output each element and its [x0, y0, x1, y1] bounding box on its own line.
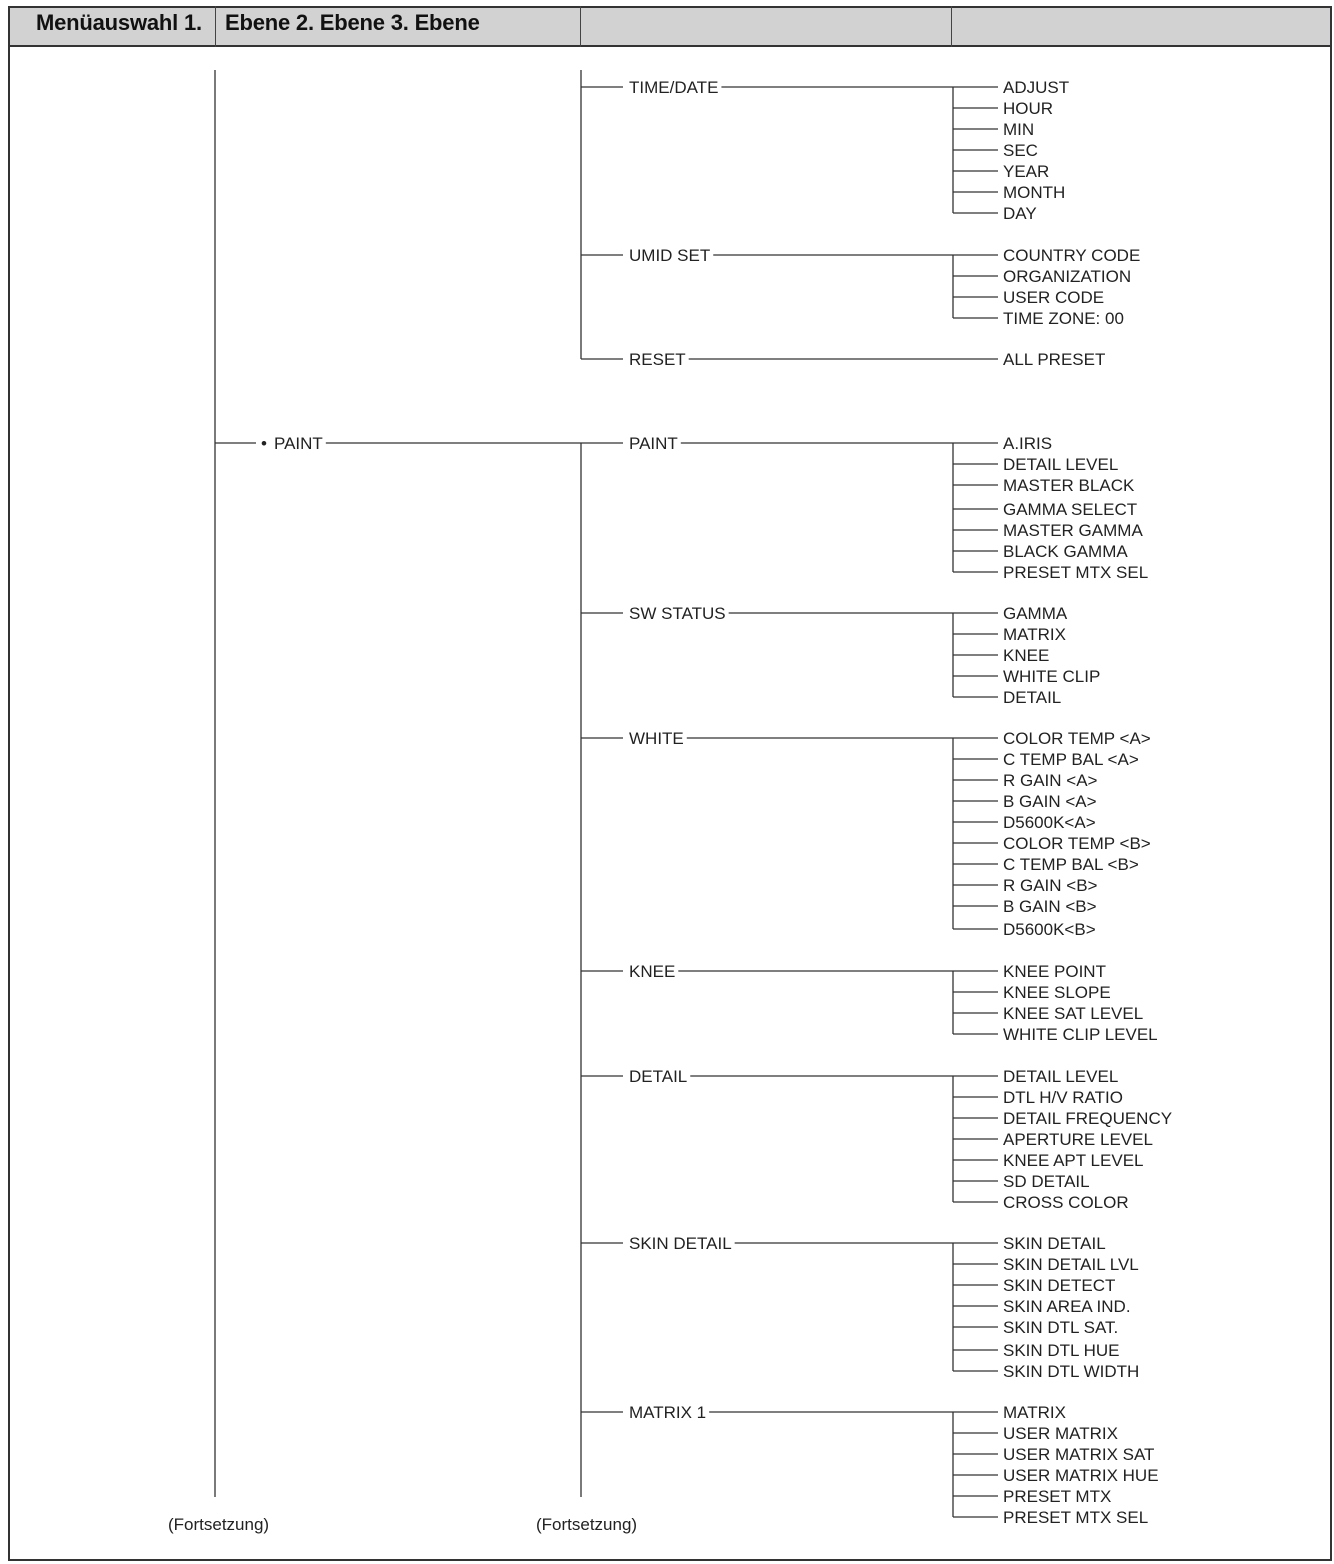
- child-item: COLOR TEMP <A>: [1003, 729, 1151, 748]
- child-item: USER MATRIX SAT: [1003, 1445, 1155, 1464]
- group-label: DETAIL: [629, 1067, 688, 1086]
- child-item: SD DETAIL: [1003, 1172, 1090, 1191]
- child-item: GAMMA: [1003, 604, 1068, 623]
- child-item: ADJUST: [1003, 78, 1070, 97]
- child-item: USER CODE: [1003, 288, 1105, 307]
- child-item: SKIN AREA IND.: [1003, 1297, 1131, 1316]
- child-item: KNEE POINT: [1003, 962, 1106, 981]
- header-levels: Ebene 2. Ebene 3. Ebene: [225, 10, 480, 35]
- child-item: B GAIN <B>: [1003, 897, 1097, 916]
- child-item: CROSS COLOR: [1003, 1193, 1129, 1212]
- child-item: WHITE CLIP: [1003, 667, 1101, 686]
- group-label: TIME/DATE: [629, 78, 719, 97]
- group-label: SKIN DETAIL: [629, 1234, 732, 1253]
- child-item: DAY: [1003, 204, 1037, 223]
- child-item: SKIN DTL HUE: [1003, 1341, 1120, 1360]
- child-item: PRESET MTX SEL: [1003, 1508, 1149, 1527]
- child-item: USER MATRIX HUE: [1003, 1466, 1159, 1485]
- child-item: MIN: [1003, 120, 1035, 139]
- paint-level1-label: PAINT: [274, 434, 323, 453]
- continuation-note-right: (Fortsetzung): [536, 1515, 638, 1534]
- child-item: ORGANIZATION: [1003, 267, 1132, 286]
- paint-bullet: •: [261, 434, 267, 453]
- child-item: HOUR: [1003, 99, 1054, 118]
- child-item: PRESET MTX SEL: [1003, 563, 1149, 582]
- child-item: SKIN DETAIL LVL: [1003, 1255, 1139, 1274]
- child-item: DETAIL: [1003, 688, 1062, 707]
- child-item: TIME ZONE: 00: [1003, 309, 1124, 328]
- group-label: MATRIX 1: [629, 1403, 707, 1422]
- child-item: COUNTRY CODE: [1003, 246, 1141, 265]
- child-item: KNEE: [1003, 646, 1050, 665]
- child-item: SKIN DTL WIDTH: [1003, 1362, 1140, 1381]
- group-label: UMID SET: [629, 246, 711, 265]
- group-label: SW STATUS: [629, 604, 726, 623]
- child-item: R GAIN <B>: [1003, 876, 1098, 895]
- child-item: C TEMP BAL <A>: [1003, 750, 1139, 769]
- child-item: KNEE APT LEVEL: [1003, 1151, 1144, 1170]
- child-item: D5600K<A>: [1003, 813, 1096, 832]
- child-item: C TEMP BAL <B>: [1003, 855, 1139, 874]
- header-menu-selection: Menüauswahl 1.: [36, 10, 202, 35]
- child-item: COLOR TEMP <B>: [1003, 834, 1151, 853]
- group-label: WHITE: [629, 729, 684, 748]
- child-item: D5600K<B>: [1003, 920, 1096, 939]
- child-item: MONTH: [1003, 183, 1066, 202]
- child-item: KNEE SLOPE: [1003, 983, 1111, 1002]
- child-item: SKIN DTL SAT.: [1003, 1318, 1119, 1337]
- child-item: WHITE CLIP LEVEL: [1003, 1025, 1158, 1044]
- child-item: USER MATRIX: [1003, 1424, 1118, 1443]
- child-item: DETAIL FREQUENCY: [1003, 1109, 1173, 1128]
- child-item: PRESET MTX: [1003, 1487, 1112, 1506]
- child-item: SEC: [1003, 141, 1038, 160]
- child-item: GAMMA SELECT: [1003, 500, 1138, 519]
- group-label: RESET: [629, 350, 686, 369]
- child-item: SKIN DETECT: [1003, 1276, 1116, 1295]
- group-label: PAINT: [629, 434, 678, 453]
- child-item: APERTURE LEVEL: [1003, 1130, 1153, 1149]
- child-item: BLACK GAMMA: [1003, 542, 1128, 561]
- child-item: MASTER GAMMA: [1003, 521, 1143, 540]
- child-item: MATRIX: [1003, 625, 1066, 644]
- child-item: MASTER BLACK: [1003, 476, 1135, 495]
- child-item: DTL H/V RATIO: [1003, 1088, 1123, 1107]
- child-item: KNEE SAT LEVEL: [1003, 1004, 1144, 1023]
- child-item: B GAIN <A>: [1003, 792, 1097, 811]
- child-item: DETAIL LEVEL: [1003, 455, 1119, 474]
- group-label: KNEE: [629, 962, 676, 981]
- child-item: SKIN DETAIL: [1003, 1234, 1106, 1253]
- child-item: A.IRIS: [1003, 434, 1053, 453]
- child-item: DETAIL LEVEL: [1003, 1067, 1119, 1086]
- child-item: R GAIN <A>: [1003, 771, 1098, 790]
- child-item: ALL PRESET: [1003, 350, 1106, 369]
- child-item: MATRIX: [1003, 1403, 1066, 1422]
- continuation-note-left: (Fortsetzung): [168, 1515, 270, 1534]
- child-item: YEAR: [1003, 162, 1050, 181]
